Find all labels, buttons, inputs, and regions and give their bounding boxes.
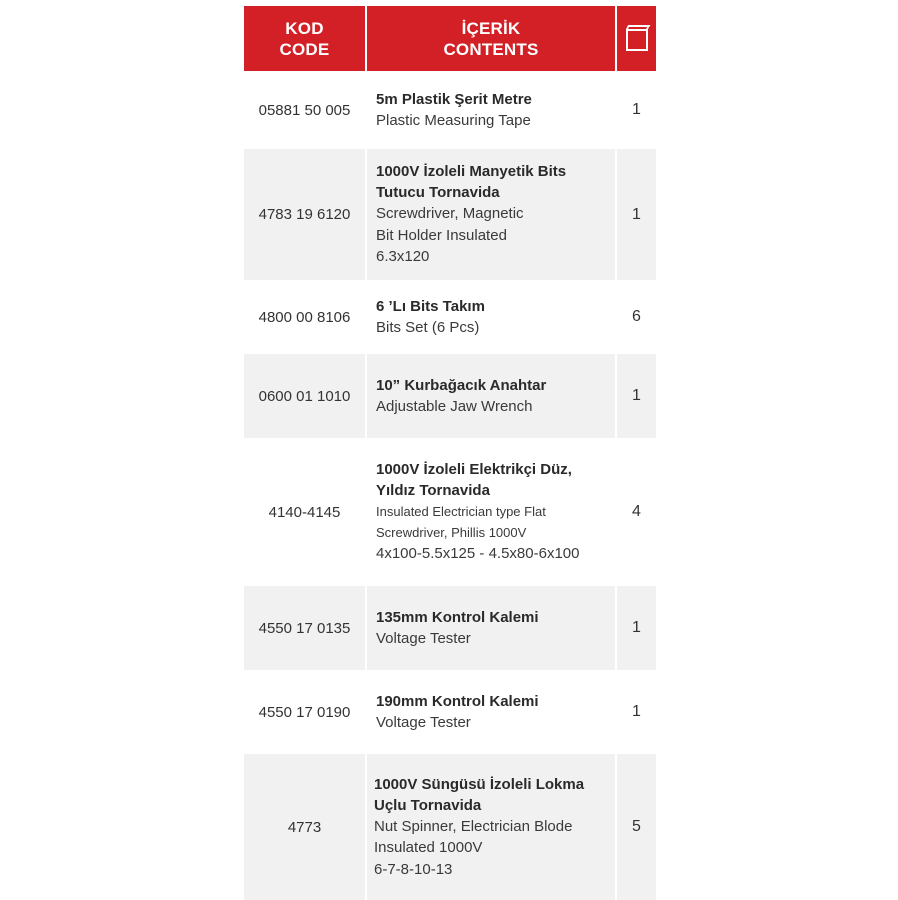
header-contents-en: CONTENTS: [443, 39, 539, 59]
row-code: 4773: [244, 754, 365, 900]
table-row: [244, 670, 656, 754]
row-code: 4550 17 0190: [258, 703, 351, 721]
table-header: [244, 6, 656, 71]
table-row: [244, 754, 656, 900]
row-contents: [367, 754, 615, 900]
header-contents-tr: İÇERİK: [461, 18, 521, 38]
table-row: [244, 586, 656, 670]
row-contents: [367, 354, 615, 438]
row-code: 0600 01 1010: [244, 354, 365, 438]
box-icon: [626, 29, 648, 51]
row-name-en: Plastic Measuring Tape: [376, 111, 531, 129]
header-quantity: [617, 6, 656, 71]
row-qty: 1: [617, 149, 656, 280]
row-contents: [367, 149, 615, 280]
row-code: 4140-4145: [268, 503, 341, 521]
table-row: [244, 354, 656, 438]
row-name-en: Insulated 1000V: [374, 839, 483, 857]
row-qty: 1: [617, 586, 656, 670]
row-qty: 1: [632, 703, 641, 720]
row-name-tr: 135mm Kontrol Kalemi: [376, 608, 539, 626]
table-row: [244, 149, 656, 280]
row-name-en: Screwdriver, Phillis 1000V: [376, 525, 527, 541]
row-name-tr: Tutucu Tornavida: [376, 184, 500, 202]
row-code: 4783 19 6120: [244, 149, 365, 280]
row-name-en: 6-7-8-10-13: [374, 860, 453, 878]
header-contents: [367, 6, 615, 71]
row-name-tr: 10” Kurbağacık Anahtar: [376, 376, 547, 394]
row-contents: [367, 438, 615, 586]
row-code: 4800 00 8106: [258, 308, 351, 326]
row-qty: 1: [617, 354, 656, 438]
table-row: [244, 71, 656, 149]
row-contents: [367, 71, 615, 149]
row-name-en: Adjustable Jaw Wrench: [376, 397, 533, 415]
row-name-en: Voltage Tester: [376, 629, 471, 647]
row-qty: 4: [632, 503, 641, 520]
row-name-tr: Uçlu Tornavida: [374, 796, 482, 814]
row-name-tr: 5m Plastik Şerit Metre: [376, 90, 532, 108]
row-contents: [367, 670, 615, 754]
table-row: [244, 280, 656, 354]
row-qty: 5: [617, 754, 656, 900]
row-name-en: Insulated Electrician type Flat: [376, 504, 546, 520]
row-name-en: 6.3x120: [376, 248, 430, 266]
row-name-en: 4x100-5.5x125 - 4.5x80-6x100: [376, 545, 580, 563]
row-name-en: Bit Holder Insulated: [376, 226, 507, 244]
row-name-tr: 1000V İzoleli Manyetik Bits: [376, 163, 567, 181]
row-code: 05881 50 005: [258, 101, 351, 119]
header-code-en: CODE: [279, 39, 330, 59]
header-code: [244, 6, 365, 71]
row-name-tr: 6 ’Lı Bits Takım: [376, 297, 485, 315]
row-name-en: Bits Set (6 Pcs): [376, 318, 480, 336]
row-name-tr: 1000V Süngüsü İzoleli Lokma: [374, 775, 585, 793]
row-name-en: Screwdriver, Magnetic: [376, 205, 524, 223]
row-contents: [367, 586, 615, 670]
row-qty: 1: [632, 101, 641, 118]
row-name-en: Nut Spinner, Electrician Blode: [374, 817, 573, 835]
contents-table: [244, 6, 656, 900]
row-name-tr: 190mm Kontrol Kalemi: [376, 692, 539, 710]
row-name-tr: Yıldız Tornavida: [376, 482, 490, 500]
row-name-tr: 1000V İzoleli Elektrikçi Düz,: [376, 461, 572, 479]
row-qty: 6: [632, 308, 641, 325]
row-code: 4550 17 0135: [244, 586, 365, 670]
row-contents: [367, 280, 615, 354]
row-name-en: Voltage Tester: [376, 713, 471, 731]
header-code-tr: KOD: [285, 18, 324, 38]
table-row: [244, 438, 656, 586]
